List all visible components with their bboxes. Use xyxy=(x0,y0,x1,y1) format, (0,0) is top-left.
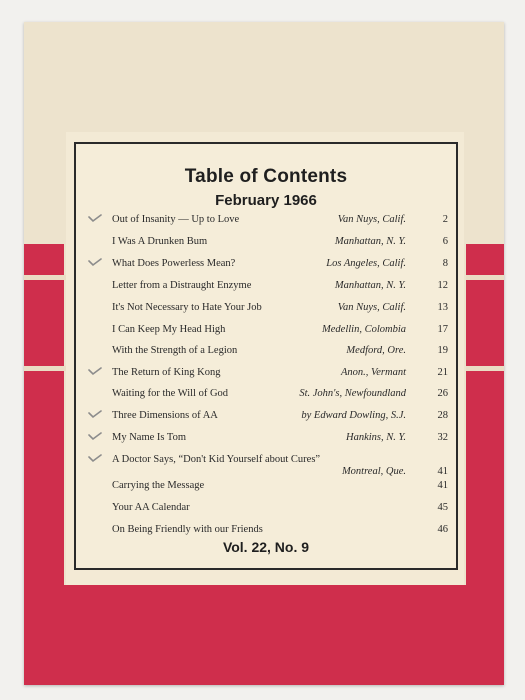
toc-entry-title: A Doctor Says, “Don't Kid Yourself about Cures” xyxy=(112,454,321,465)
pencil-check-icon xyxy=(88,257,102,267)
toc-entry-location: by Edward Dowling, S.J. xyxy=(301,410,406,421)
toc-entry-title: Three Dimensions of AA xyxy=(112,410,218,421)
toc-entry-page: 6 xyxy=(442,236,448,247)
toc-entry-page: 32 xyxy=(437,432,448,443)
toc-entry-page: 19 xyxy=(437,345,448,356)
toc-entry-page: 46 xyxy=(437,524,448,535)
toc-entry-title: It's Not Necessary to Hate Your Job xyxy=(112,302,262,313)
toc-entry xyxy=(112,502,448,516)
toc-entry-title: My Name Is Tom xyxy=(112,432,187,443)
pencil-check-icon xyxy=(88,409,102,419)
toc-entry xyxy=(112,367,448,381)
toc-entry-location: Montreal, Que. xyxy=(341,466,406,477)
toc-entry-page: 21 xyxy=(437,367,448,378)
pencil-check-icon xyxy=(88,366,102,376)
toc-entry xyxy=(112,388,448,402)
pencil-check-icon xyxy=(88,213,102,223)
toc-entry-page: 45 xyxy=(437,502,448,513)
toc-entry-title: With the Strength of a Legion xyxy=(112,345,238,356)
toc-entry-location: Medellin, Colombia xyxy=(322,324,406,335)
toc-entry xyxy=(112,524,448,538)
toc-entry xyxy=(112,410,448,424)
toc-entry-location: Van Nuys, Calif. xyxy=(337,214,406,225)
toc-entry xyxy=(112,258,448,272)
toc-entry-title: Letter from a Distraught Enzyme xyxy=(112,280,252,291)
toc-entry xyxy=(112,345,448,359)
tape-strip-left-upper xyxy=(24,275,66,280)
table-of-contents-panel xyxy=(74,142,458,570)
toc-entry-location: Medford, Ore. xyxy=(346,345,406,356)
toc-entry xyxy=(112,302,448,316)
toc-entry-location: Los Angeles, Calif. xyxy=(326,258,406,269)
toc-entry xyxy=(112,280,448,294)
toc-entry-title: What Does Powerless Mean? xyxy=(112,258,236,269)
toc-entry-location: Van Nuys, Calif. xyxy=(337,302,406,313)
bottom-red-band xyxy=(24,585,504,685)
toc-entry-location: Hankins, N. Y. xyxy=(345,432,406,443)
toc-entry xyxy=(112,324,448,338)
toc-entry-location: Manhattan, N. Y. xyxy=(334,280,406,291)
toc-entry-location: St. John's, Newfoundland xyxy=(299,388,406,399)
toc-entry-page: 12 xyxy=(437,280,448,291)
toc-entry xyxy=(112,454,448,477)
toc-entry-title: Carrying the Message xyxy=(112,480,205,491)
toc-entry-page: 41 xyxy=(437,480,448,491)
toc-entry-title: Your AA Calendar xyxy=(112,502,190,513)
toc-entry-page: 26 xyxy=(437,388,448,399)
toc-entry-page: 2 xyxy=(442,214,448,225)
toc-entry-title: Waiting for the Will of God xyxy=(112,388,229,399)
toc-entry-title: The Return of King Kong xyxy=(112,367,221,378)
toc-entry-location: Anon., Vermant xyxy=(340,367,406,378)
toc-entry xyxy=(112,480,448,494)
toc-title: Table of Contents xyxy=(184,166,348,187)
left-red-band xyxy=(24,244,64,585)
toc-entry-page: 41 xyxy=(437,466,448,477)
toc-entry xyxy=(112,236,448,250)
volume-number: Vol. 22, No. 9 xyxy=(222,539,310,555)
pencil-check-icon xyxy=(88,453,102,463)
toc-issue-date: February 1966 xyxy=(215,192,317,209)
toc-entry-page: 13 xyxy=(437,302,448,313)
toc-entries xyxy=(76,144,456,568)
toc-entry-title: I Can Keep My Head High xyxy=(112,324,226,335)
tape-strip-right-lower xyxy=(466,366,504,371)
toc-entry xyxy=(112,432,448,446)
tape-strip-right-upper xyxy=(466,275,504,280)
toc-entry-title: On Being Friendly with our Friends xyxy=(112,524,263,535)
toc-entry-location: Manhattan, N. Y. xyxy=(334,236,406,247)
pencil-check-icon xyxy=(88,431,102,441)
toc-entry-page: 28 xyxy=(437,410,448,421)
toc-entry-title: Out of Insanity — Up to Love xyxy=(112,214,240,225)
toc-entry-page: 8 xyxy=(442,258,448,269)
toc-entry-title: I Was A Drunken Bum xyxy=(112,236,208,247)
right-red-band xyxy=(466,244,504,585)
toc-entry-page: 17 xyxy=(437,324,448,335)
tape-strip-left-lower xyxy=(24,366,66,371)
toc-entry xyxy=(112,214,448,228)
